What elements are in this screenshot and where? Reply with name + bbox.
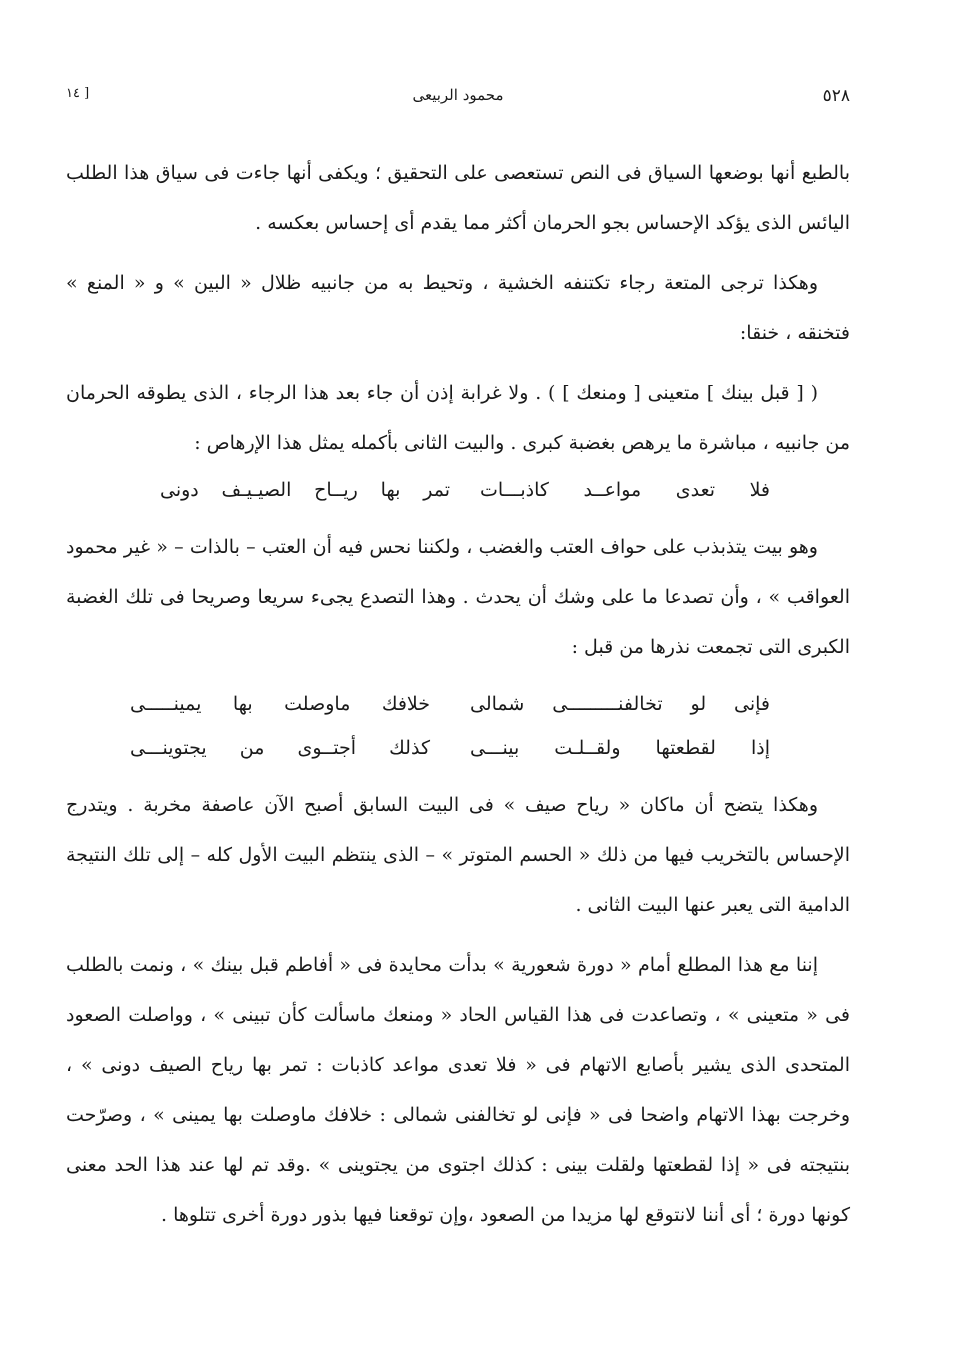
- issue-number: [ ١٤: [66, 86, 90, 101]
- paragraph-5: وهكذا يتضح أن ماكان « رياح صيف » فى البيت السابق أصبح الآن عاصفة مخربة . ويتدرج الإحساس بالتخريب فيها من ذلك « الحسم المتوتر » – الذى ينتظم البيت الأول كله – إلى تلك النتيجة الدامية التى يعبر عنها البيت الثانى .: [66, 794, 850, 916]
- verse-line-2: [66, 682, 850, 726]
- verse-2-hemistich-1: فإنى لو تخالفنـــــــــى شمالى: [470, 693, 770, 715]
- verse-line-3: [66, 726, 850, 770]
- verse-3-hemistich-1: إذا لقطعتها ولقــلـت بينـــى: [470, 737, 770, 759]
- verse-1-hemistich-2: تمر بها ريــاح الصيـيـف دونى: [160, 479, 450, 501]
- paragraph-6: إننا مع هذا المطلع أمام « دورة شعورية » بدأت محايدة فى « أفاطم قبل بينك » ، ونمت بالطلب فى « متعينى » ، وتصاعدت فى هذا القياس الحاد « ومنعك ماسألت كأن تبينى » ، وواصلت الصعود المتحدى الذى يشير بأصابع الاتهام فى « فلا تعدى مواعد كاذبات : تمر بها رياح الصيف دونى » ، وخرجت بهذا الاتهام واضحا فى « فإنى لو تخالفنى شمالى : خلافك ماوصلت بها يمينى » ، وصرّحت بنتيجته فى « إذا لقطعتها ولقلت بينى : كذلك اجتوى من يجتوينى » .وقد تم لها عند هذا الحد معنى كونها دورة ؛ أى أننا لانتوقع لها مزيدا من الصعود ،وإن توقعنا فيها بذور دورة أخرى تتلوها .: [66, 954, 850, 1226]
- running-title: محمود الربيعى: [412, 86, 504, 104]
- paragraph-4: وهو بيت يتذبذب على حواف العتب والغضب ، ولكننا نحس فيه أن العتب – بالذات – « غير محمود العواقب » ، وأن تصدعا ما على وشك أن يحدث . وهذا التصدع يجىء سريعا وصريحا فى تلك الغضبة الكبرى التى تجمعت نذرها من قبل :: [66, 536, 850, 658]
- verse-line-1: [66, 468, 850, 512]
- page-number: ٥٢٨: [822, 86, 850, 106]
- page-header: [66, 86, 850, 116]
- paragraph-3: ( [ قبل بينك ] متعينى [ ومنعك ] ) . ولا غرابة إذن أن جاء بعد هذا الرجاء ، الذى يطوقه الحرمان من جانبيه ، مباشرة ما يرهص بغضبة كبرى . والبيت الثانى بأكمله يمثل هذا الإرهاص :: [66, 382, 850, 454]
- body-text: [66, 148, 850, 1240]
- verse-1-hemistich-1: فلا تعدى مواعــد كاذبـــات: [480, 479, 770, 501]
- paragraph-1: بالطبع أنها بوضعها السياق فى النص تستعصى على التحقيق ؛ ويكفى أنها جاءت فى سياق هذا الطلب اليائس الذى يؤكد الإحساس بجو الحرمان أكثر مما يقدم أى إحساس بعكسه .: [66, 162, 850, 234]
- verse-2-hemistich-2: خلافك ماوصلت بها يمينـــــى: [130, 693, 430, 715]
- paragraph-2: وهكذا ترجى المتعة رجاء تكتنفه الخشية ، وتحيط به من جانبيه ظلال « البين » و « المنع » فتخنقه ، خنقا:: [66, 272, 850, 344]
- verse-3-hemistich-2: كذلك أجتــوى من يجتوينـــى: [130, 737, 430, 759]
